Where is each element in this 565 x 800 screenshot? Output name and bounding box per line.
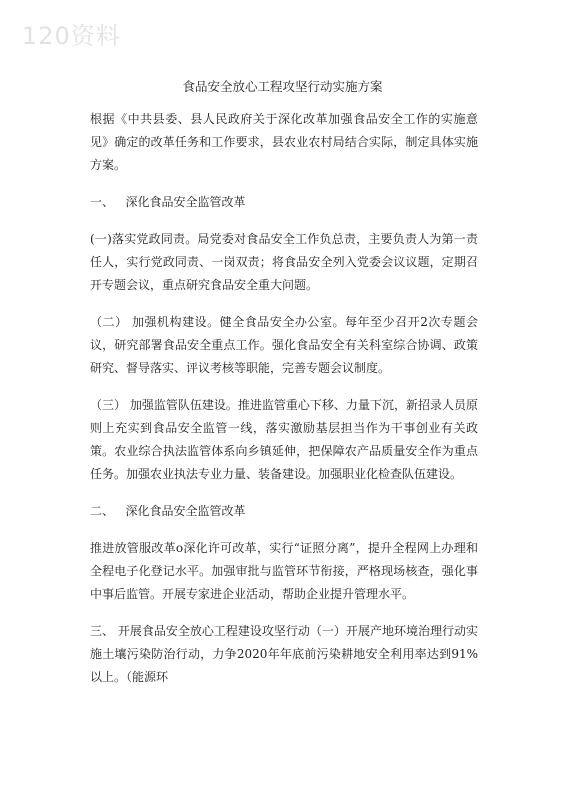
section-3-paragraph-1: 三、 开展食品安全放心工程建设攻坚行动（一）开展产地环境治理行动实施土壤污染防治行动，力争2020年年底前污染耕地安全利用率达到91%以上。（能源环	[90, 624, 478, 684]
section-1-paragraph-1: (一)落实党政同责。局党委对食品安全工作负总责，主要负责人为第一责任人，实行党政同责、一岗双责；将食品安全列入党委会议议题，定期召开专题会议，重点研究食品安全重大问题。	[90, 232, 478, 292]
section-1-paragraph-3: （三） 加强监管队伍建设。推进监管重心下移、力量下沉，新招录人员原则上充实到食品安全监管一线，落实激励基层担当作为干事创业有关政策。农业综合执法监管体系向乡镇延伸，把保障农产品质量安全作为重点任务。加强农业执法专业力量、装备建设。加强职业化检查队伍建设。	[90, 398, 478, 481]
intro-paragraph: 根据《中共县委、县人民政府关于深化改革加强食品安全工作的实施意见》确定的改革任务和工作要求，县农业农村局结合实际，制定具体实施方案。	[90, 112, 478, 172]
watermark-logo: 120资料	[22, 22, 121, 50]
section-2-heading: 二、 深化食品安全监管改革	[90, 504, 246, 518]
section-1-heading: 一、 深化食品安全监管改革	[90, 195, 246, 209]
section-2-paragraph-1: 推进放管服改革o深化许可改革，实行“证照分离”，提升全程网上办理和全程电子化登记水平。加强审批与监管环节衔接，严格现场核查，强化事中事后监管。开展专家进企业活动，帮助企业提升管理水平。	[90, 541, 478, 601]
document-body	[90, 108, 478, 703]
section-1-paragraph-2: （二） 加强机构建设。健全食品安全办公室。每年至少召开2次专题会议，研究部署食品安全重点工作。强化食品安全有关科室综合协调、政策研究、督导落实、评议考核等职能，完善专题会议制度。	[90, 315, 478, 375]
document-title: 食品安全放心工程攻坚行动实施方案	[182, 79, 383, 94]
